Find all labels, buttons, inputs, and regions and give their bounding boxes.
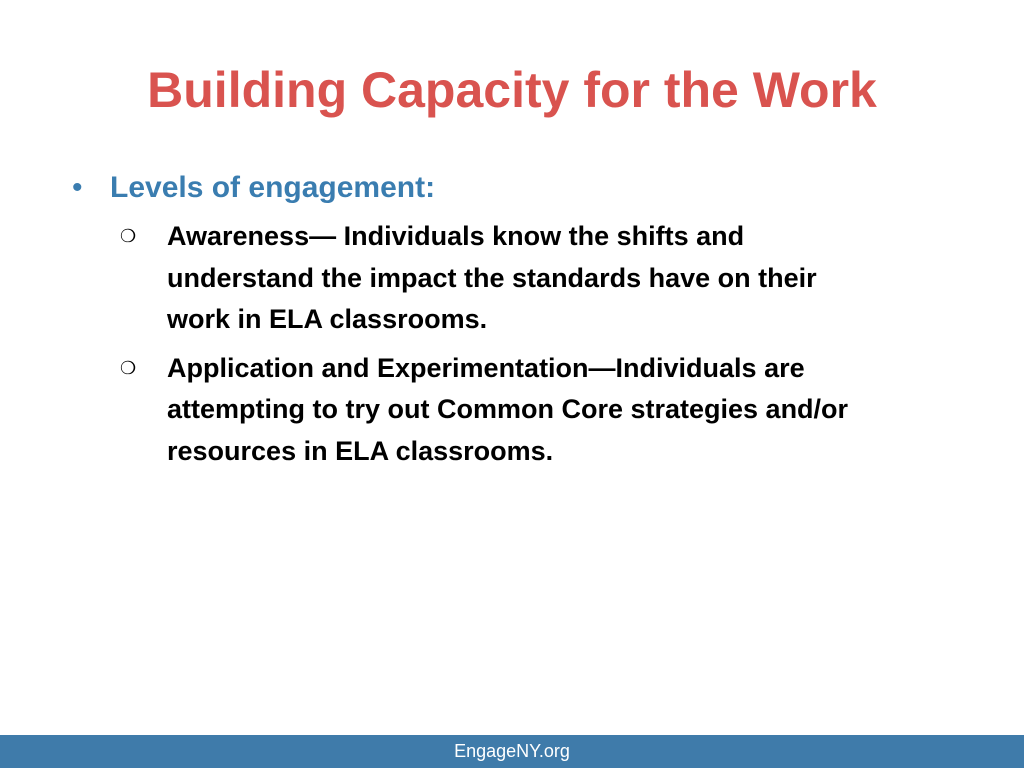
sub-bullet-text: Application and Experimentation—Individuals are attempting to try out Common Core strategies and/or resources in ELA classrooms.	[167, 352, 849, 466]
bullet-level-1-text: Levels of engagement:	[110, 171, 436, 204]
circle-bullet-icon: ❍	[120, 357, 137, 378]
sub-bullet-item	[120, 216, 930, 341]
sub-bullet-text: Awareness— Individuals know the shifts and understand the impact the standards have on their work in ELA classrooms.	[167, 221, 817, 334]
sub-bullet-item	[120, 348, 930, 473]
slide-content	[70, 168, 930, 479]
sub-bullet-list	[70, 216, 930, 472]
footer-link[interactable]: EngageNY.org	[454, 741, 570, 761]
circle-bullet-icon: ❍	[120, 226, 137, 246]
footer-bar	[0, 735, 1024, 768]
bullet-level-1	[70, 168, 930, 208]
slide-title: Building Capacity for the Work	[147, 62, 877, 118]
bullet-dot-icon: •	[72, 171, 83, 204]
